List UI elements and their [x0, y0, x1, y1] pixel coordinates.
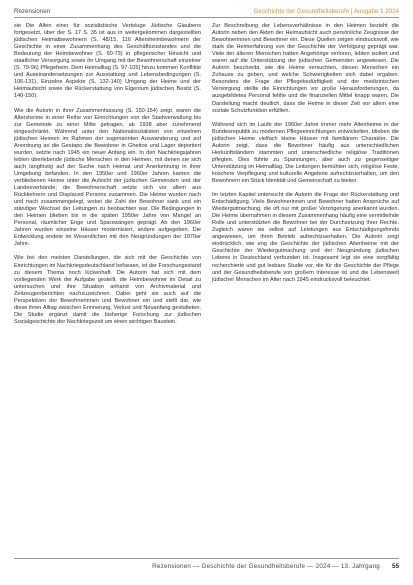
header-section-title: Rezensionen [14, 7, 51, 15]
paragraph: Wie die Autorin in ihrer Zusammenfassung (S. 150-154) zeigt, waren die Altersheime in einer Reihe von Einrichtungen von der Stadtverwaltung bis zur Gemeinde zu einer Mitte getragen, ab 1938 aber zunehmend eingeschränkt. Während unter den Nationalsozialisten von einzelnen jüdischen Heimen im Rahmen der sogenannten Auswanderung und auf Anordnung an die Gestapo die Bewohner in Ghettos und Lager deportiert wurden, setzte nach 1945 ein neuer Anfang ein. In den Nachkriegsjahren lebten überlebende jüdische Menschen in den Heimen, mit denen sie sich auch langfristig auf der Suche nach Heimat und Anerkennung in ihrer Umgebung befanden. In den 1950er und 1960er Jahren kamen die verbliebenen Heime unter die Aufsicht der jüdischen Gemeinden und der Landesverbände; die Bewohnerschaft setzte sich vor allem aus Rückkehrern und Displaced Persons zusammen. Die Heime wurden nach und nach zusammengelegt, wobei die Zahl der Bewohner sank und ein ständiger Wechsel der Leitungen zu beobachten war. Die Bedingungen in den Heimen blieben bis in die späten 1950er Jahre von Mangel an Personal, räumlicher Enge und Sparzwängen geprägt. Ab den 1960er Jahren wurden einzelne Häuser modernisiert, andere aufgegeben. Die Entwicklung endete im Wesentlichen mit den Neugründungen der 1970er Jahre. [14, 107, 201, 248]
page-number: 55 [391, 562, 399, 570]
footer-journal-info: Rezensionen — Geschichte der Gesundheitsberufe — 2024 — 13. Jahrgang [152, 562, 380, 570]
paragraph: Zur Beschreibung der Lebensverhältnisse in den Heimen bezieht die Autorin neben den Akten der Heimaufsicht auch persönliche Zeugnisse der Bewohnerinnen und Bewohner ein. Diese Quellen zeigen eindrucksvoll, wie stark die Heimerfahrung von der Geschichte der Verfolgung geprägt war. Viele der älteren Menschen hatten Angehörige verloren, lebten isoliert und waren auf die Unterstützung der jüdischen Gemeinden angewiesen. Die Autorin beschreibt, wie die Heime versuchten, diesen Menschen ein Zuhause zu geben, und welche Schwierigkeiten sich dabei ergaben. Besonders die Frage der Pflegebedürftigkeit und der medizinischen Versorgung stellte die Einrichtungen vor große Herausforderungen, da ausgebildetes Personal fehlte und die finanziellen Mittel knapp waren. Die Darstellung macht deutlich, dass die Heime in dieser Zeit vor allem eine soziale Schutzfunktion erfüllten. [212, 23, 399, 114]
paragraph: Während sich im Laufe der 1960er Jahre immer mehr Altenheime in der Bundesrepublik zu modernen Pflegeeinrichtungen entwickelten, blieben die jüdischen Heime vielfach kleine Häuser mit familiärem Charakter. Die Autorin zeigt, dass die Bewohner häufig aus unterschiedlichen Herkunftsländern stammten und unterschiedliche religiöse Traditionen pflegten. Dies führte zu Spannungen, aber auch zu gegenseitiger Unterstützung im Heimalltag. Die Leitungen bemühten sich, religiöse Feste, koschere Verpflegung und kulturelle Angebote aufrechtzuerhalten, um den Bewohnern ein Stück Identität und Gemeinschaft zu bieten. [212, 121, 399, 184]
right-column [212, 23, 399, 549]
left-column [14, 23, 201, 549]
running-header [14, 5, 399, 17]
footer-divider [14, 558, 399, 559]
running-footer [14, 561, 399, 571]
article-body [14, 23, 399, 549]
paragraph: sie Die Alten einer für sozialistische Vertoluge Jüdische Glaubens fortgesetzt, über der S. 17 S. 35 ist aus in weitergekommen dargestellten jüdischen Heimatbewohnern (S. 48/15, 116 Altersheimbewohnern der Geschichte in einer Zusammenhang des Geschäftszustandes und die Bedeutung der Heimbewohner (S. 60-73) in pflegerischer Hinsicht und staatlicher Versorgung sowie ihr Umgang mit der Bewohnerschaft einzelner (S. 79-96) Pflegeheim. Dem Heimalltag (S. 97-105) hinzu kommen Konflikte und Auseinandersetzungen zur Ausstattung und Lebensbedingungen (S. 106-131), Einzelne Aspekte (S. 132-140) Umgang der Heime und der Heimaufsicht sowie die Rückerstattung von Eigentum jüdischen Besitz (S. 140-150). [14, 23, 201, 100]
header-divider [14, 17, 399, 18]
paragraph: Im letzten Kapitel untersucht die Autorin die Frage der Rückerstattung und Entschädigung. Viele Bewohnerinnen und Bewohner hatten Ansprüche auf Wiedergutmachung, die oft nur mit großer Verzögerung anerkannt wurden. Die Heime übernahmen in diesem Zusammenhang häufig eine vermittelnde Rolle und unterstützten die Bewohner bei der Durchsetzung ihrer Rechte. Zugleich waren sie selbst auf Leistungen aus Entschädigungsfonds angewiesen, um ihren Betrieb aufrechtzuerhalten. Die Autorin zeigt eindrücklich, wie eng die Geschichte der jüdischen Altenheime mit der Geschichte der Wiedergutmachung und der Neugründung jüdischen Lebens in Deutschland verbunden ist. Insgesamt legt sie eine sorgfältig recherchierte und gut lesbare Studie vor, die für die Geschichte der Pflege und der Gesundheitsberufe von großem Interesse ist und die Lebenswelt jüdischer Menschen im Alter nach 1945 eindrucksvoll beleuchtet. [212, 192, 399, 283]
paragraph: Wie bei den meisten Darstellungen, die sich mit der Geschichte von Einrichtungen im Nachkriegsdeutschland befassen, ist der Forschungsstand zu diesem Thema noch lückenhaft. Die Autorin hat sich mit dem vorliegenden Werk der Aufgabe gestellt, die Heimbewohner im Detail zu untersuchen und ihre Situation anhand von Archivmaterial und Zeitzeugenberichten nachzuzeichnen. Dabei geht sie auch auf die Perspektiven der Bewohnerinnen und Bewohner ein und stellt dar, wie diese ihren Alltag zwischen Erinnerung, Verlust und Neuanfang gestalteten. Die Studie ergänzt damit die bisherige Forschung zur jüdischen Sozialgeschichte der Nachkriegszeit um einen wichtigen Baustein. [14, 255, 201, 325]
header-journal-title: Geschichte der Gesundheitsberufe | Ausgabe 1 2024 [253, 7, 399, 15]
